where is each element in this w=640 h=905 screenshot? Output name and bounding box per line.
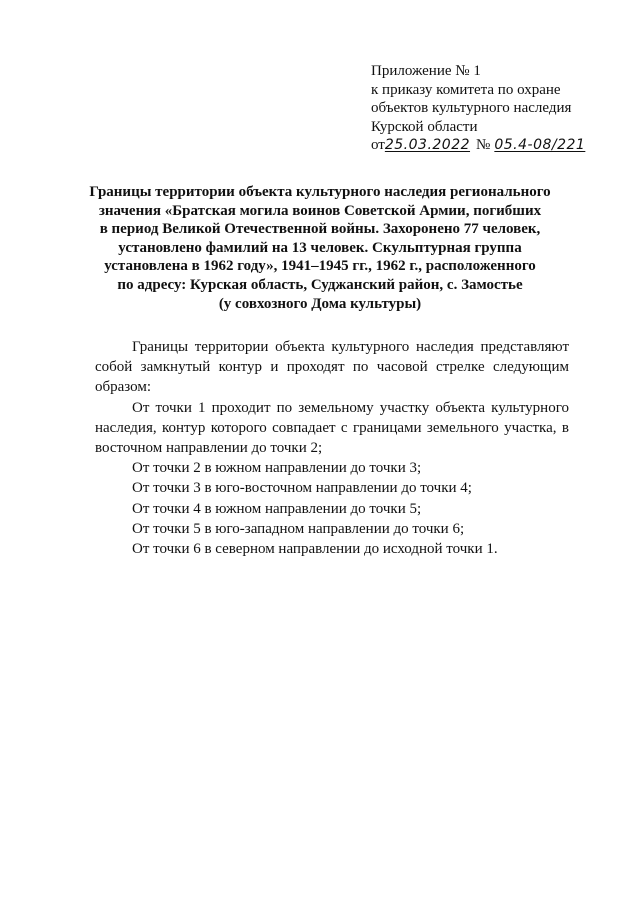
- order-date: 25.03.2022: [384, 137, 471, 154]
- title-line: значения «Братская могила воинов Советской Армии, погибших: [98, 202, 542, 219]
- number-label: №: [476, 137, 491, 154]
- appendix-line: к приказу комитета по охране: [371, 81, 561, 98]
- appendix-line: Приложение № 1: [371, 63, 481, 79]
- appendix-line: объектов культурного наследия: [371, 100, 572, 117]
- boundary-point-6: От точки 6 в северном направлении до исходной точки 1.: [132, 541, 498, 558]
- title-line: Границы территории объекта культурного наследия регионального: [89, 184, 551, 200]
- boundary-point-4: От точки 4 в южном направлении до точки 5;: [132, 500, 422, 517]
- order-date-number-line: [371, 136, 621, 155]
- from-label: от: [371, 137, 385, 154]
- appendix-line: Курской области: [371, 118, 478, 135]
- title-line: по адресу: Курская область, Суджанский район, с. Замостье: [117, 276, 523, 293]
- boundary-point-1: От точки 1 проходит по земельному участку объекта культурного наследия, контур которого совпадает с границами земельного участка, в восточном направлении до точки 2;: [95, 399, 569, 457]
- title-line: (у совхозного Дома культуры): [218, 295, 422, 312]
- order-number: 05.4-08/221: [494, 137, 586, 154]
- intro-paragraph: Границы территории объекта культурного наследия представляют собой замкнутый контур и проходят по часовой стрелке следующим образом:: [95, 339, 569, 396]
- document-body: [95, 337, 569, 559]
- title-line: установлено фамилий на 13 человек. Скульптурная группа: [118, 239, 522, 256]
- title-line: установлена в 1962 году», 1941–1945 гг., 1962 г., расположенного: [104, 258, 536, 275]
- boundary-point-5: От точки 5 в юго-западном направлении до точки 6;: [132, 520, 465, 537]
- boundary-point-3: От точки 3 в юго-восточном направлении до точки 4;: [132, 480, 472, 497]
- title-line: в период Великой Отечественной войны. Захоронено 77 человек,: [99, 221, 541, 238]
- boundary-point-2: От точки 2 в южном направлении до точки 3;: [132, 460, 422, 477]
- document-title: [80, 183, 560, 313]
- appendix-block: [371, 62, 621, 155]
